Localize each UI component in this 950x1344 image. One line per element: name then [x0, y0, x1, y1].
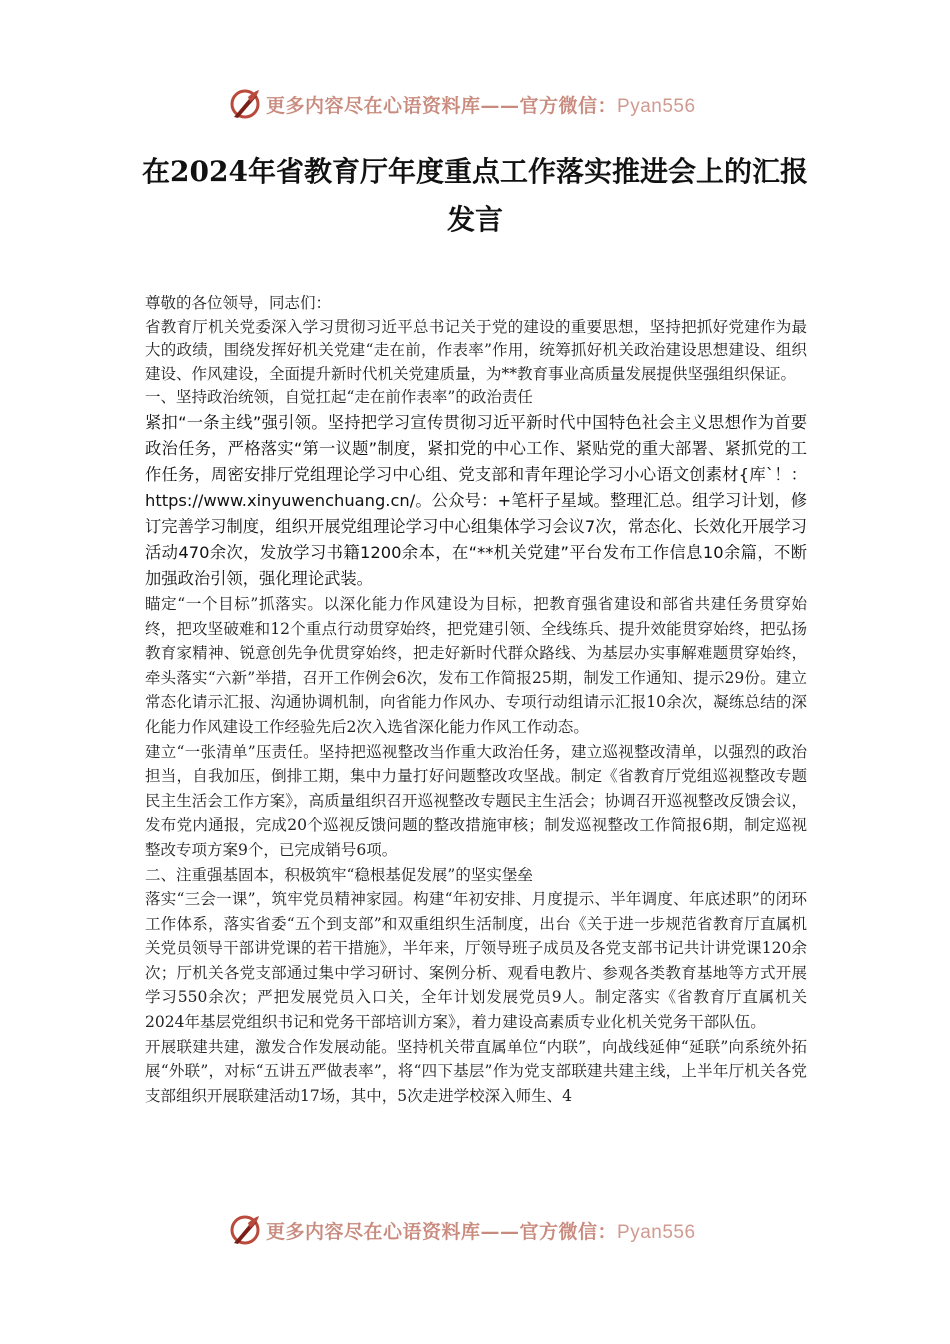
heading-section-2: 二、注重强基固本，积极筑牢“稳根基促发展”的坚实堡垒 [145, 865, 533, 884]
heading-section-1: 一、坚持政治统领，自觉扛起“走在前作表率”的政治责任 [145, 388, 533, 407]
paragraph-one-goal: 瞄定“一个目标”抓落实。以深化能力作风建设为目标，把教育强省建设和部省共建任务贯穿始终，把攻坚破难和12个重点行动贯穿始终，把党建引领、全线练兵、提升效能贯穿始终，把弘扬教育家精神、锐意创先争优贯穿始终，把走好新时代群众路线、为基层办实事解难题贯穿始终，牵头落实“六新”举措，召开工作例会6次，发布工作简报25期，制发工作通知、提示29份。建立常态化请示汇报、沟通协调机制，向省能力作风办、专项行动组请示汇报10余次，凝练总结的深化能力作风建设工作经验先后2次入选省深化能力作风工作动态。 [145, 594, 807, 736]
watermark-text: 更多内容尽在心语资料库——官方微信：Pyan556 [266, 1220, 696, 1243]
salutation: 尊敬的各位领导，同志们： [145, 294, 332, 312]
watermark-banner-bottom [228, 1210, 728, 1250]
document-body [145, 292, 807, 1108]
paragraph-three-meetings: 落实“三会一课”，筑牢党员精神家园。构建“年初安排、月度提示、半年调度、年底述职”的闭环工作体系，落实省委“五个到支部”和双重组织生活制度，出台《关于进一步规范省教育厅直属机关党员领导干部讲党课的若干措施》，半年来，厅领导班子成员及各党支部书记共计讲党课120余次；厅机关各党支部通过集中学习研讨、案例分析、观看电教片、参观各类教育基地等方式开展学习550余次；严把发展党员入口关，全年计划发展党员9人。制定落实《省教育厅直属机关2024年基层党组织书记和党务干部培训方案》，着力建设高素质专业化机关党务干部队伍。 [145, 890, 807, 1032]
watermark-text: 更多内容尽在心语资料库——官方微信：Pyan556 [266, 94, 696, 117]
paragraph-main-line: 紧扣“一条主线”强引领。坚持把学习宣传贯彻习近平新时代中国特色社会主义思想作为首要政治任务，严格落实“第一议题”制度，紧扣党的中心工作、紧贴党的重大部署、紧抓党的工作任务，周密安排厅党组理论学习中心组、党支部和青年理论学习小心语文创素材{库`！：https://www.xinyuwenchuang.cn/。公众号：+笔杆子星域。整理汇总。组学习计划，修订完善学习制度，组织开展党组理论学习中心组集体学习会议7次，常态化、长效化开展学习活动470余次，发放学习书籍1200余本，在“**机关党建”平台发布工作信息10余篇，不断加强政治引领，强化理论武装。 [145, 412, 807, 588]
paragraph-intro: 省教育厅机关党委深入学习贯彻习近平总书记关于党的建设的重要思想，坚持把抓好党建作为最大的政绩，围绕发挥好机关党建“走在前，作表率”作用，统筹抓好机关政治建设思想建设、组织建设、作风建设，全面提升新时代机关党建质量，为**教育事业高质量发展提供坚强组织保证。 [145, 317, 807, 383]
paragraph-one-list: 建立“一张清单”压责任。坚持把巡视整改当作重大政治任务，建立巡视整改清单，以强烈的政治担当，自我加压，倒排工期，集中力量打好问题整改攻坚战。制定《省教育厅党组巡视整改专题民主生活会工作方案》，高质量组织召开巡视整改专题民主生活会；协调召开巡视整改反馈会议，发布党内通报，完成20个巡视反馈问题的整改措施审核；制发巡视整改工作简报6期，制定巡视整改专项方案9个，已完成销号6项。 [145, 742, 807, 859]
paragraph-joint-building: 开展联建共建，激发合作发展动能。坚持机关带直属单位“内联”，向战线延伸“延联”向系统外拓展“外联”，对标“五讲五严做表率”，将“四下基层”作为党支部联建共建主线，上半年厅机关各党支部组织开展联建活动17场，其中，5次走进学校深入师生、4 [145, 1037, 807, 1105]
document-title: 在2024年省教育厅年度重点工作落实推进会上的汇报发言 [142, 155, 808, 236]
quill-logo-icon [228, 87, 262, 121]
quill-logo-icon [228, 1213, 262, 1247]
watermark-banner-top [228, 84, 728, 124]
wechat-id: Pyan556 [617, 1221, 696, 1243]
wechat-id: Pyan556 [617, 95, 696, 117]
